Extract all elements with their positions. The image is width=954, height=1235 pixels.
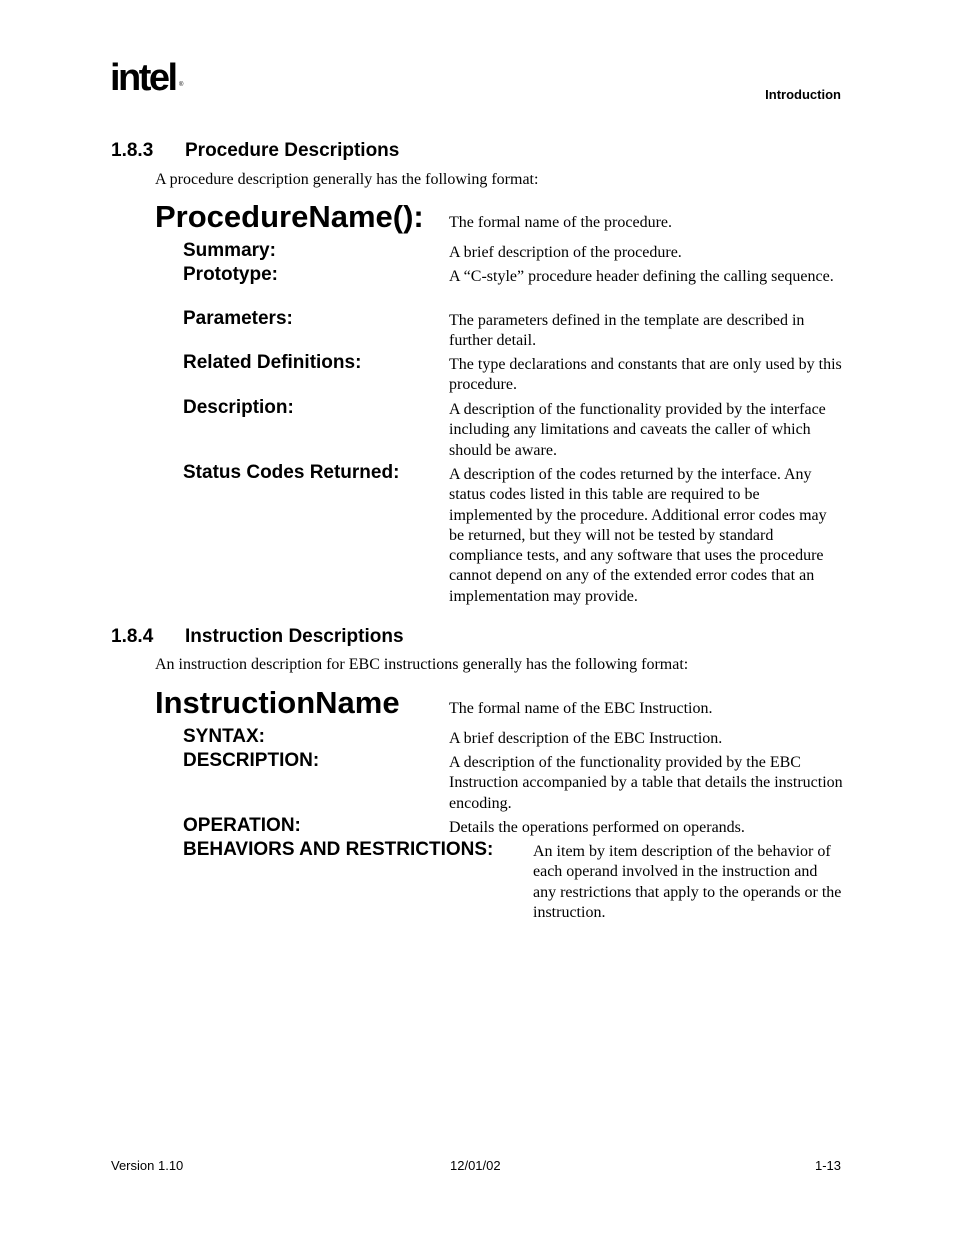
procedure-name-desc: The formal name of the procedure. (449, 214, 673, 231)
section-heading-procedure (111, 140, 399, 162)
field-label-related-definitions: Related Definitions: (183, 352, 362, 373)
section-title: Procedure Descriptions (185, 140, 400, 161)
field-desc-operation: Details the operations performed on operands. (449, 819, 745, 836)
registered-mark: ® (179, 82, 184, 88)
field-label-prototype: Prototype: (183, 264, 278, 285)
running-header: Introduction (765, 87, 841, 102)
section-number: 1.8.3 (111, 140, 154, 161)
instruction-name-desc: The formal name of the EBC Instruction. (449, 700, 713, 717)
footer-page-number: 1-13 (814, 1158, 841, 1173)
field-desc-description-upper: A description of the functionality provided by the EBC Instruction accompanied by a table that details the instruction encoding. (449, 754, 843, 812)
field-label-syntax: SYNTAX: (183, 726, 265, 747)
field-label-operation: OPERATION: (183, 815, 301, 836)
field-label-status-codes: Status Codes Returned: (183, 462, 400, 483)
section-intro: An instruction description for EBC instructions generally has the following format: (155, 656, 689, 673)
field-desc-related-definitions: The type declarations and constants that are only used by this procedure. (449, 356, 842, 394)
field-desc-syntax: A brief description of the EBC Instruction. (449, 730, 723, 747)
section-intro: A procedure description generally has the following format: (155, 171, 539, 188)
field-label-parameters: Parameters: (183, 308, 293, 329)
footer-version: Version 1.10 (111, 1158, 184, 1173)
section-title: Instruction Descriptions (185, 626, 404, 647)
field-desc-description: A description of the functionality provided by the interface including any limitations and caveats the caller of which should be aware. (449, 401, 826, 459)
procedure-name-label: ProcedureName(): (155, 199, 424, 234)
field-label-description-upper: DESCRIPTION: (183, 750, 320, 771)
field-label-description: Description: (183, 397, 294, 418)
field-desc-behaviors: An item by item description of the behavior of each operand involved in the instruction and any restrictions that apply to the operands or the instruction. (533, 843, 842, 921)
section-number: 1.8.4 (111, 626, 154, 647)
intel-logo (110, 58, 185, 102)
field-desc-parameters: The parameters defined in the template are described in further detail. (449, 312, 805, 350)
logo-text: intel (110, 57, 176, 99)
field-label-summary: Summary: (183, 240, 276, 261)
field-label-behaviors: BEHAVIORS AND RESTRICTIONS: (183, 839, 494, 860)
field-desc-prototype: A “C-style” procedure header defining the calling sequence. (449, 268, 834, 285)
instruction-name-label: InstructionName (155, 685, 400, 720)
field-desc-status-codes: A description of the codes returned by the interface. Any status codes listed in this table are required to be implemented by the procedure. Additional error codes may be returned, but they will not be tested by standard compliance tests, and any software that uses the procedure cannot depend on any of the extended error codes that an implementation may provide. (449, 466, 827, 605)
field-desc-summary: A brief description of the procedure. (449, 244, 682, 261)
section-heading-instruction (111, 626, 404, 648)
footer-date: 12/01/02 (450, 1158, 501, 1173)
